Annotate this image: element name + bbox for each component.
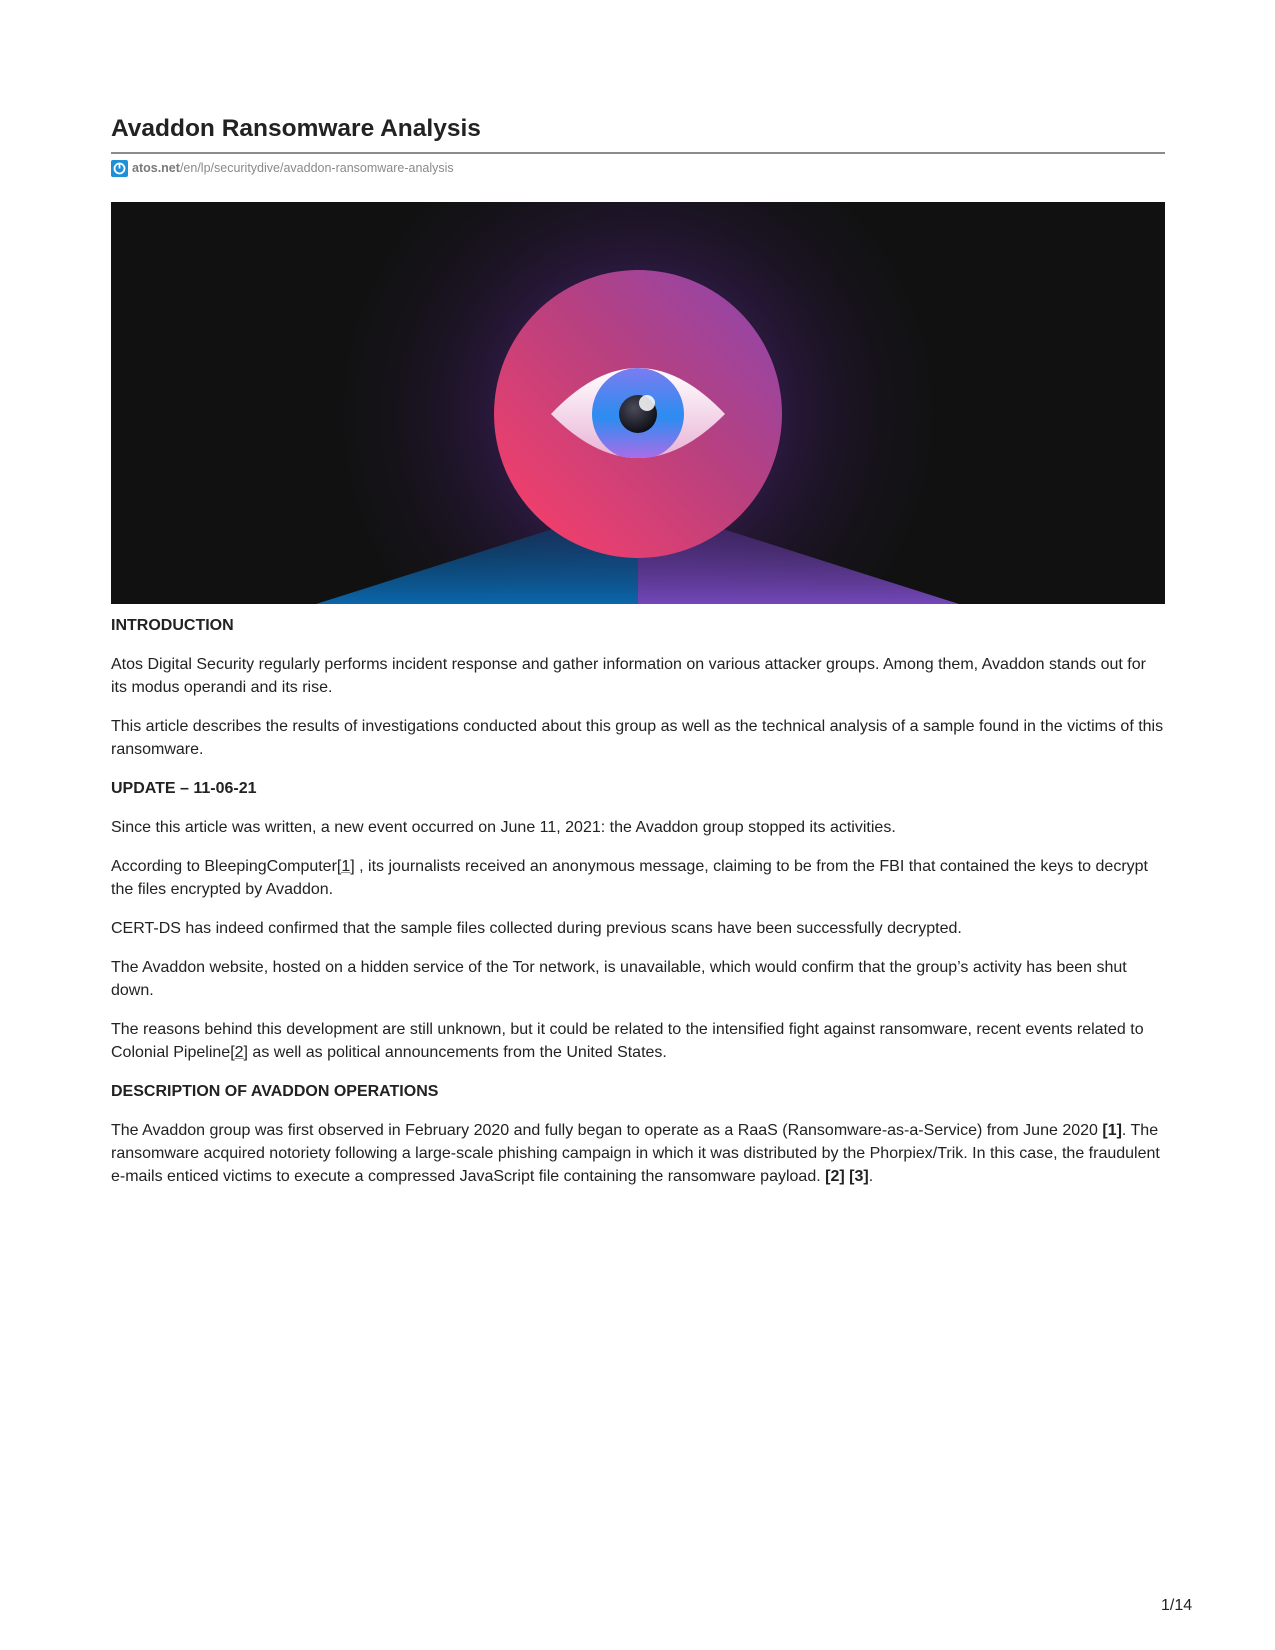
source-link[interactable] [111,159,454,177]
operations-text-a: The Avaddon group was first observed in February 2020 and fully began to operate as a RaaS (Ransomware-as-a-Service) from June 2020 [111,1122,1103,1139]
operations-ref-2-3: [2] [3] [825,1168,869,1185]
intro-paragraph-1: Atos Digital Security regularly performs incident response and gather information on various attacker groups. Among them, Avaddon stands out for its modus operandi and its rise. [111,656,1146,696]
update-paragraph-3: CERT-DS has indeed confirmed that the sample files collected during previous scans have been successfully decrypted. [111,920,962,937]
update-paragraph-2-text-b: , its journalists received an anonymous message, claiming to be from the FBI that contained the keys to decrypt the files encrypted by Avaddon. [111,858,1148,898]
atos-favicon-icon [111,160,128,177]
source-path: /en/lp/securitydive/avaddon-ransomware-analysis [179,161,454,175]
intro-heading: INTRODUCTION [111,617,234,634]
source-domain: atos.net [132,161,180,175]
intro-paragraph-2: This article describes the results of investigations conducted about this group as well as the technical analysis of a sample found in the victims of this ransomware. [111,718,1164,758]
operations-text-b: . The ransomware acquired notoriety following a large-scale phishing campaign in which it was distributed by the Phorpiex/Trik. In this case, the fraudulent e-mails enticed victims to execute a compressed JavaScript file containing the ransomware payload. [111,1122,1160,1185]
reference-link-1[interactable]: [1] [336,858,355,875]
update-paragraph-1: Since this article was written, a new event occurred on June 11, 2021: the Avaddon group stopped its activities. [111,819,896,836]
title-divider [111,152,1165,154]
update-paragraph-2-text-a: According to BleepingComputer [111,858,337,875]
update-paragraph-5 [111,1018,1165,1064]
update-paragraph-5-text-b: as well as political announcements from the United States. [247,1044,667,1061]
page-number: 1/14 [1161,1597,1193,1614]
operations-heading: DESCRIPTION OF AVADDON OPERATIONS [111,1083,439,1100]
hero-eye-illustration [111,202,1165,604]
operations-paragraph-1 [111,1119,1165,1188]
update-paragraph-2 [111,855,1165,901]
operations-text-c: . [868,1168,874,1185]
article-body [111,614,1165,1188]
update-paragraph-5-text-a: The reasons behind this development are still unknown, but it could be related to the intensified fight against ransomware, recent events related to Colonial Pipeline [111,1021,1144,1061]
update-paragraph-4: The Avaddon website, hosted on a hidden service of the Tor network, is unavailable, which would confirm that the group’s activity has been shut down. [111,959,1127,999]
operations-ref-1: [1] [1102,1122,1122,1139]
reference-link-2[interactable]: [2] [230,1044,248,1061]
update-heading: UPDATE – 11-06-21 [111,780,257,797]
page-title: Avaddon Ransomware Analysis [111,115,481,142]
